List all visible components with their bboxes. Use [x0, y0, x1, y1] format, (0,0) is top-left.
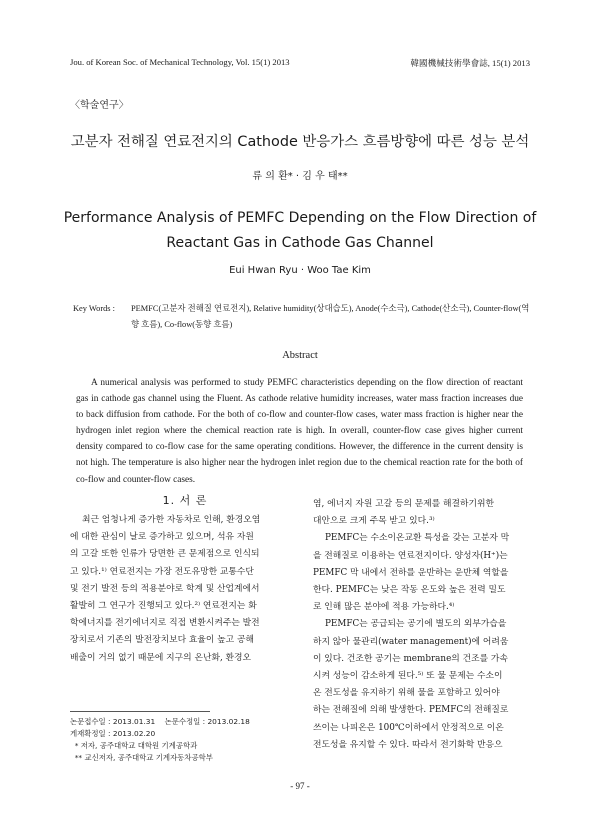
body-line: PEMFC는 수소이온교환 특성을 갖는 고분자 막: [325, 533, 510, 544]
page-number: - 97 -: [290, 781, 310, 791]
body-line: 장치로서 기존의 발전장치보다 효율이 높고 공해: [70, 635, 254, 646]
body-line: 전도성을 유지할 수 있다. 따라서 전기화학 반응으: [313, 739, 503, 750]
footnotes: [70, 716, 250, 764]
body-line: 활발히 그 연구가 진행되고 있다.²⁾ 연료전지는 화: [70, 601, 257, 612]
body-line: 학에너지를 전기에너지로 직접 변환시켜주는 발전: [70, 618, 260, 629]
left-column: [70, 512, 302, 667]
journal-header-left: Jou. of Korean Soc. of Mechanical Technology, Vol. 15(1) 2013: [70, 57, 290, 67]
keywords-text: PEMFC(고분자 전해질 연료전지), Relative humidity(상대습도), Anode(수소극), Cathode(산소극), Counter-flow(역향 흐름), Co-flow(동향 흐름): [131, 304, 530, 329]
footnote-divider: [70, 711, 210, 712]
english-title: Performance Analysis of PEMFC Depending on the Flow Direction of Reactant Gas in Cathode Gas Channel: [63, 210, 537, 251]
footnote-line: ** 교신저자, 공주대학교 기계자동차공학부: [70, 753, 213, 762]
body-line: 로 인해 많은 분야에 적용 가능하다.⁴⁾: [313, 602, 455, 613]
section-heading: 1. 서 론: [162, 494, 208, 507]
body-line: 시켜 성능이 감소하게 된다.⁵⁾ 또 물 문제는 수소이: [313, 671, 503, 682]
journal-header-right: 韓國機械技術學會誌, 15(1) 2013: [410, 58, 530, 68]
korean-authors: 류 의 환* · 김 우 태**: [252, 171, 348, 182]
body-line: 하는 전해질에 의해 발생한다. PEMFC의 전해질로: [313, 705, 509, 716]
english-authors: Eui Hwan Ryu · Woo Tae Kim: [229, 265, 371, 276]
body-line: 하지 않아 물관리(water management)에 어려움: [313, 636, 509, 647]
body-line: 고 있다.¹⁾ 연료전지는 가장 전도유망한 교통수단: [70, 566, 254, 577]
footnote-line: 게재확정일 : 2013.02.20: [70, 729, 156, 738]
footnote-line: * 저자, 공주대학교 대학원 기계공학과: [70, 741, 198, 750]
right-column: [313, 496, 532, 754]
abstract-title: Abstract: [282, 350, 318, 361]
footnote-line: 논문접수일 : 2013.01.31 논문수정일 : 2013.02.18: [70, 717, 250, 726]
body-line: 의 고갈 또한 인류가 당면한 큰 문제점으로 인식되: [70, 549, 260, 560]
body-line: 을 전해질로 이용하는 연료전지이다. 양성자(H⁺)는: [313, 550, 508, 561]
body-line: 염, 에너지 자원 고갈 등의 문제를 해결하기위한: [313, 499, 495, 509]
abstract-body: A numerical analysis was performed to study PEMFC characteristics depending on the flow direction of reactant gas in cathode gas channel using the Fluent. As cathode relative humidity increases, water mass fraction increases due to back diffusion from cathode. For the both of co-flow and counter-flow cases, water mass fraction is higher near the hydrogen inlet region where the chemical reaction rate is high. In overall, counter-flow case gives higher current density compared to co-flow case for the same operating conditions. However, the difference in the current density is not high. The temperature is also higher near the hydrogen inlet region due to the chemical reaction rate for the both of co-flow and counter-flow cases.: [76, 378, 523, 485]
body-line: 에 대한 관심이 날로 증가하고 있으며, 석유 자원: [70, 532, 254, 543]
body-line: 최근 엄청나게 증가한 자동차로 인해, 환경오염: [82, 515, 261, 525]
body-line: PEMFC 막 내에서 전하를 운반하는 운반체 역할을: [313, 567, 509, 578]
body-line: 이 있다. 건조한 공기는 membrane의 건조를 가속: [313, 653, 508, 664]
body-line: 쓰이는 나피온은 100℃이하에서 안정적으로 이온: [313, 722, 504, 733]
body-line: 한다. PEMFC는 낮은 작동 온도와 높은 전력 밀도: [313, 585, 506, 596]
body-line: 및 전기 발전 등의 적용분야로 학계 및 산업계에서: [70, 583, 260, 594]
body-line: PEMFC는 공급되는 공기에 별도의 외부가습을: [325, 619, 507, 630]
body-line: 온 전도성을 유지하기 위해 물을 포함하고 있어야: [313, 688, 500, 699]
article-category: 〈학술연구〉: [70, 100, 129, 111]
body-line: 대안으로 크게 주목 받고 있다.³⁾: [313, 516, 435, 527]
korean-title: 고분자 전해질 연료전지의 Cathode 반응가스 흐름방향에 따른 성능 분석: [70, 134, 530, 150]
keywords-label: Key Words :: [73, 304, 115, 313]
body-line: 배출이 거의 없기 때문에 지구의 온난화, 환경오: [70, 652, 252, 663]
